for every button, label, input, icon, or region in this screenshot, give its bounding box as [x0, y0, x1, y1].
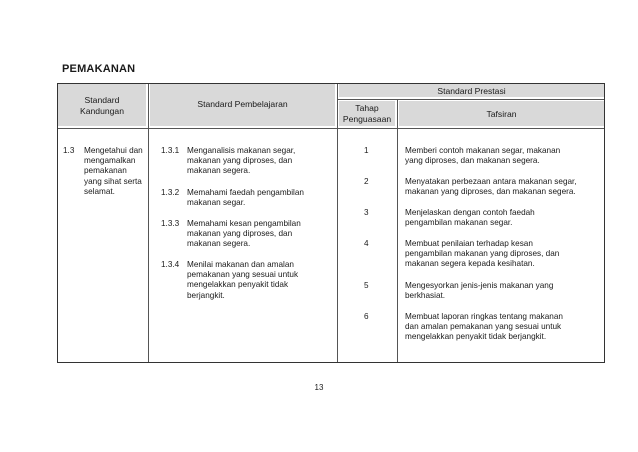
tafsiran-text: [405, 312, 603, 343]
tafsiran-line: mengelakkan penyakit tidak berjangkit.: [405, 332, 547, 342]
tafsiran-line: Mengesyorkan jenis-jenis makanan yang: [405, 281, 554, 290]
pembelajaran-number: 1.3.4: [161, 260, 180, 269]
tafsiran-line: dan amalan pemakanan yang sesuai untuk: [405, 322, 562, 332]
pembelajaran-line: berjangkit.: [187, 290, 225, 300]
header-bottom-line: [58, 128, 604, 129]
kandungan-line: pemakanan: [84, 166, 127, 176]
tafsiran-line: Menyatakan perbezaan antara makanan segar,: [405, 177, 577, 186]
header-tahap-line1: Tahap: [355, 103, 379, 113]
page-number: 13: [314, 383, 324, 392]
tafsiran-text: [405, 239, 603, 270]
kandungan-number: 1.3: [63, 146, 75, 155]
tafsiran-line: makanan segera kepada kesihatan.: [405, 259, 535, 269]
pembelajaran-line: Memahami kesan pengambilan: [187, 219, 301, 228]
kandungan-text: [84, 146, 146, 197]
kandungan-line: yang sihat serta: [84, 176, 142, 186]
tafsiran-line: Memberi contoh makanan segar, makanan: [405, 146, 561, 155]
tafsiran-line: Membuat penilaian terhadap kesan: [405, 239, 533, 248]
pembelajaran-text: [187, 260, 337, 301]
tahap-number: 4: [364, 239, 369, 248]
col-divider-3: [397, 99, 398, 362]
tafsiran-line: Membuat laporan ringkas tentang makanan: [405, 312, 563, 321]
tafsiran-text: [405, 146, 603, 166]
pembelajaran-text: [187, 219, 337, 250]
pembelajaran-line: Memahami faedah pengambilan: [187, 188, 304, 197]
pembelajaran-number: 1.3.1: [161, 146, 180, 155]
pembelajaran-line: makanan segar.: [187, 198, 246, 208]
section-title: PEMAKANAN: [62, 63, 136, 75]
header-tahap-line2: Penguasaan: [342, 113, 392, 124]
tafsiran-text: [405, 208, 603, 228]
header-tafsiran: Tafsiran: [486, 109, 517, 119]
pembelajaran-line: makanan yang diproses, dan: [187, 229, 293, 239]
pembelajaran-number: 1.3.2: [161, 188, 180, 197]
tafsiran-line: berkhasiat.: [405, 291, 446, 301]
tafsiran-line: pengambilan makanan yang diproses, dan: [405, 249, 560, 259]
header-standard-pembelajaran: Standard Pembelajaran: [197, 99, 288, 109]
kandungan-line: selamat.: [84, 186, 115, 196]
header-kandungan-line1: Standard: [84, 95, 120, 105]
tahap-number: 6: [364, 312, 369, 321]
col-divider-1: [148, 84, 149, 362]
tafsiran-text: [405, 281, 603, 301]
pembelajaran-line: Menganalisis makanan segar,: [187, 146, 296, 155]
kandungan-line: Mengetahui dan: [84, 146, 143, 155]
header-tahap-penguasaan: [339, 103, 395, 124]
pembelajaran-line: Menilai makanan dan amalan: [187, 260, 294, 269]
pembelajaran-text: [187, 146, 337, 177]
tahap-number: 3: [364, 208, 369, 217]
tafsiran-line: Menjelaskan dengan contoh faedah: [405, 208, 535, 217]
pembelajaran-number: 1.3.3: [161, 219, 180, 228]
tahap-number: 2: [364, 177, 369, 186]
tafsiran-text: [405, 177, 603, 197]
tafsiran-line: yang diproses, dan makanan segera.: [405, 156, 540, 166]
col-divider-2: [337, 84, 338, 362]
tafsiran-line: pengambilan makanan segar.: [405, 218, 513, 228]
pembelajaran-text: [187, 188, 337, 208]
tafsiran-line: makanan yang diproses, dan makanan segera.: [405, 187, 576, 197]
standards-table: [57, 83, 605, 363]
header-standard-prestasi: Standard Prestasi: [437, 86, 506, 96]
header-sub-divider: [337, 99, 604, 100]
kandungan-line: mengamalkan: [84, 156, 136, 166]
header-kandungan-line2: Kandungan: [80, 105, 124, 116]
pembelajaran-line: pemakanan yang sesuai untuk: [187, 270, 299, 280]
pembelajaran-line: makanan segera.: [187, 166, 251, 176]
pembelajaran-line: makanan yang diproses, dan: [187, 156, 293, 166]
tahap-number: 1: [364, 146, 369, 155]
pembelajaran-line: mengelakkan penyakit tidak: [187, 280, 289, 290]
pembelajaran-line: makanan segera.: [187, 239, 251, 249]
header-standard-kandungan: [58, 95, 146, 116]
tahap-number: 5: [364, 281, 369, 290]
